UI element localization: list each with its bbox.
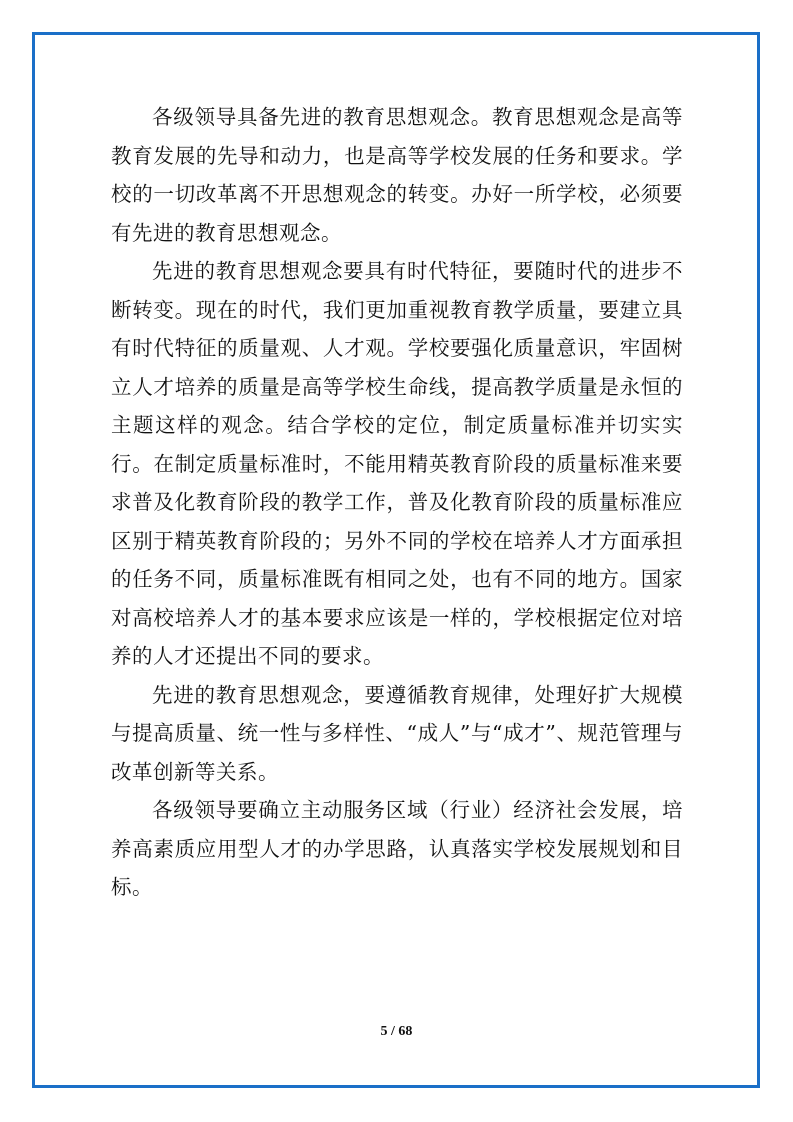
page-number: 5 / 68 bbox=[380, 1024, 413, 1039]
paragraph: 先进的教育思想观念，要遵循教育规律，处理好扩大规模与提高质量、统一性与多样性、“成人”与“成才”、规范管理与改革创新等关系。 bbox=[111, 682, 683, 784]
paragraph: 先进的教育思想观念要具有时代特征，要随时代的进步不断转变。现在的时代，我们更加重视教育教学质量，要建立具有时代特征的质量观、人才观。学校要强化质量意识，牢固树立人才培养的质量是高等学校生命线，提高教学质量是永恒的主题这样的观念。结合学校的定位，制定质量标准并切实实行。在制定质量标准时，不能用精英教育阶段的质量标准来要求普及化教育阶段的教学工作，普及化教育阶段的质量标准应区别于精英教育阶段的；另外不同的学校在培养人才方面承担的任务不同，质量标准既有相同之处，也有不同的地方。国家对高校培养人才的基本要求应该是一样的，学校根据定位对培养的人才还提出不同的要求。 bbox=[111, 259, 683, 668]
document-body bbox=[111, 98, 683, 907]
paragraph: 各级领导具备先进的教育思想观念。教育思想观念是高等教育发展的先导和动力，也是高等学校发展的任务和要求。学校的一切改革离不开思想观念的转变。办好一所学校，必须要有先进的教育思想观念。 bbox=[111, 105, 683, 245]
paragraph: 各级领导要确立主动服务区域（行业）经济社会发展，培养高素质应用型人才的办学思路，认真落实学校发展规划和目标。 bbox=[111, 798, 683, 899]
